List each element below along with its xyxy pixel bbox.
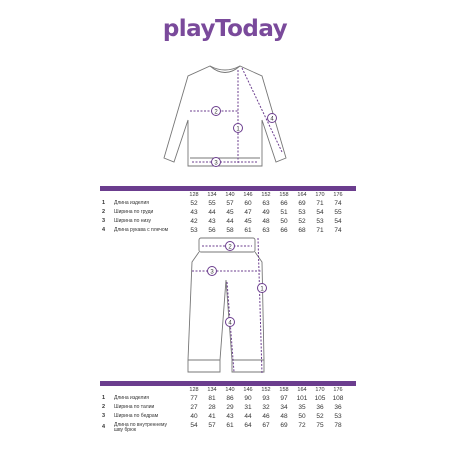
- cell: 68: [298, 226, 306, 234]
- cell: 48: [280, 412, 288, 420]
- size-134: 134: [207, 387, 217, 393]
- table-row: [100, 394, 356, 403]
- cell: 90: [244, 394, 252, 402]
- size-158: 158: [279, 192, 289, 198]
- row-label: Ширина по груди: [114, 208, 154, 215]
- cell: 41: [208, 412, 216, 420]
- size-152: 152: [261, 387, 271, 393]
- cell: 61: [244, 226, 252, 234]
- size-170: 170: [315, 192, 325, 198]
- row-number: 3: [102, 413, 106, 419]
- cell: 27: [190, 403, 198, 411]
- cell: 64: [244, 421, 252, 429]
- cell: 31: [244, 403, 252, 411]
- bottom-marker-3: 3: [210, 269, 214, 276]
- cell: 81: [208, 394, 216, 402]
- cell: 52: [298, 217, 306, 225]
- cell: 48: [262, 217, 270, 225]
- cell: 66: [280, 226, 288, 234]
- cell: 61: [226, 421, 234, 429]
- table-row: [100, 403, 356, 412]
- table-row: [100, 199, 356, 208]
- cell: 74: [334, 199, 342, 207]
- cell: 55: [334, 208, 342, 216]
- top-markers: [212, 107, 277, 167]
- cell: 63: [262, 226, 270, 234]
- size-128: 128: [189, 387, 199, 393]
- cell: 55: [208, 199, 216, 207]
- table-row: [100, 208, 356, 217]
- size-140: 140: [225, 192, 235, 198]
- cell: 86: [226, 394, 234, 402]
- bottom-marker-4: 4: [228, 320, 232, 327]
- cell: 35: [298, 403, 306, 411]
- cell: 105: [314, 394, 326, 402]
- cell: 28: [208, 403, 216, 411]
- row-label: Ширина по талии: [114, 403, 155, 410]
- cell: 54: [316, 208, 324, 216]
- cell: 53: [298, 208, 306, 216]
- size-176: 176: [333, 387, 343, 393]
- top-marker-2: 2: [214, 109, 218, 116]
- table-row: [100, 412, 356, 421]
- bottom-marker-1: 1: [260, 286, 264, 293]
- row-label: Длина изделия: [114, 394, 149, 401]
- cell: 45: [244, 217, 252, 225]
- row-number: 3: [102, 218, 106, 224]
- cell: 32: [262, 403, 270, 411]
- size-146: 146: [243, 192, 253, 198]
- row-label: Длина изделия: [114, 199, 149, 206]
- cell: 93: [262, 394, 270, 402]
- cell: 74: [334, 226, 342, 234]
- row-number: 1: [102, 200, 106, 206]
- cell: 45: [226, 208, 234, 216]
- row-number: 1: [102, 395, 106, 401]
- top-marker-3: 3: [214, 160, 218, 167]
- cell: 58: [226, 226, 234, 234]
- size-164: 164: [297, 387, 307, 393]
- cell: 53: [190, 226, 198, 234]
- size-170: 170: [315, 387, 325, 393]
- brand-logo: playToday: [162, 16, 288, 42]
- cell: 78: [334, 421, 342, 429]
- cell: 46: [262, 412, 270, 420]
- cell: 50: [280, 217, 288, 225]
- cell: 63: [262, 199, 270, 207]
- row-label: Ширина по бедрам: [114, 412, 159, 419]
- row-label: Ширина по низу: [114, 217, 152, 224]
- cell: 49: [262, 208, 270, 216]
- cell: 50: [298, 412, 306, 420]
- size-128: 128: [189, 192, 199, 198]
- cell: 69: [298, 199, 306, 207]
- size-158: 158: [279, 387, 289, 393]
- cell: 108: [332, 394, 344, 402]
- cell: 52: [190, 199, 198, 207]
- size-152: 152: [261, 192, 271, 198]
- cell: 51: [280, 208, 288, 216]
- cell: 44: [244, 412, 252, 420]
- cell: 44: [226, 217, 234, 225]
- cell: 47: [244, 208, 252, 216]
- cell: 71: [316, 199, 324, 207]
- bottom-markers: [208, 242, 267, 327]
- cell: 53: [334, 412, 342, 420]
- cell: 43: [190, 208, 198, 216]
- cell: 29: [226, 403, 234, 411]
- cell: 36: [334, 403, 342, 411]
- cell: 43: [226, 412, 234, 420]
- cell: 44: [208, 208, 216, 216]
- row-number: 2: [102, 209, 106, 215]
- size-header-row: [100, 191, 356, 199]
- cell: 71: [316, 226, 324, 234]
- cell: 67: [262, 421, 270, 429]
- cell: 34: [280, 403, 288, 411]
- cell: 57: [208, 421, 216, 429]
- cell: 101: [296, 394, 308, 402]
- row-number: 4: [102, 424, 106, 430]
- cell: 43: [208, 217, 216, 225]
- size-164: 164: [297, 192, 307, 198]
- row-number: 4: [102, 227, 106, 233]
- top-marker-1: 1: [236, 126, 240, 133]
- cell: 60: [244, 199, 252, 207]
- cell: 77: [190, 394, 198, 402]
- top-marker-4: 4: [270, 116, 274, 123]
- cell: 97: [280, 394, 288, 402]
- size-176: 176: [333, 192, 343, 198]
- size-header-row: [100, 386, 356, 394]
- cell: 57: [226, 199, 234, 207]
- cell: 56: [208, 226, 216, 234]
- cell: 42: [190, 217, 198, 225]
- cell: 54: [334, 217, 342, 225]
- bottom-marker-2: 2: [228, 244, 232, 251]
- cell: 75: [316, 421, 324, 429]
- size-134: 134: [207, 192, 217, 198]
- cell: 36: [316, 403, 324, 411]
- table-row: [100, 421, 356, 435]
- cell: 40: [190, 412, 198, 420]
- cell: 66: [280, 199, 288, 207]
- cell: 72: [298, 421, 306, 429]
- size-146: 146: [243, 387, 253, 393]
- cell: 54: [190, 421, 198, 429]
- cell: 69: [280, 421, 288, 429]
- size-140: 140: [225, 387, 235, 393]
- cell: 53: [316, 217, 324, 225]
- cell: 52: [316, 412, 324, 420]
- row-label: Длина по внутреннему шву брюк: [114, 421, 167, 433]
- row-number: 2: [102, 404, 106, 410]
- table-row: [100, 217, 356, 226]
- trousers-diagram: [0, 232, 450, 384]
- row-label: Длина рукава с плечом: [114, 226, 169, 233]
